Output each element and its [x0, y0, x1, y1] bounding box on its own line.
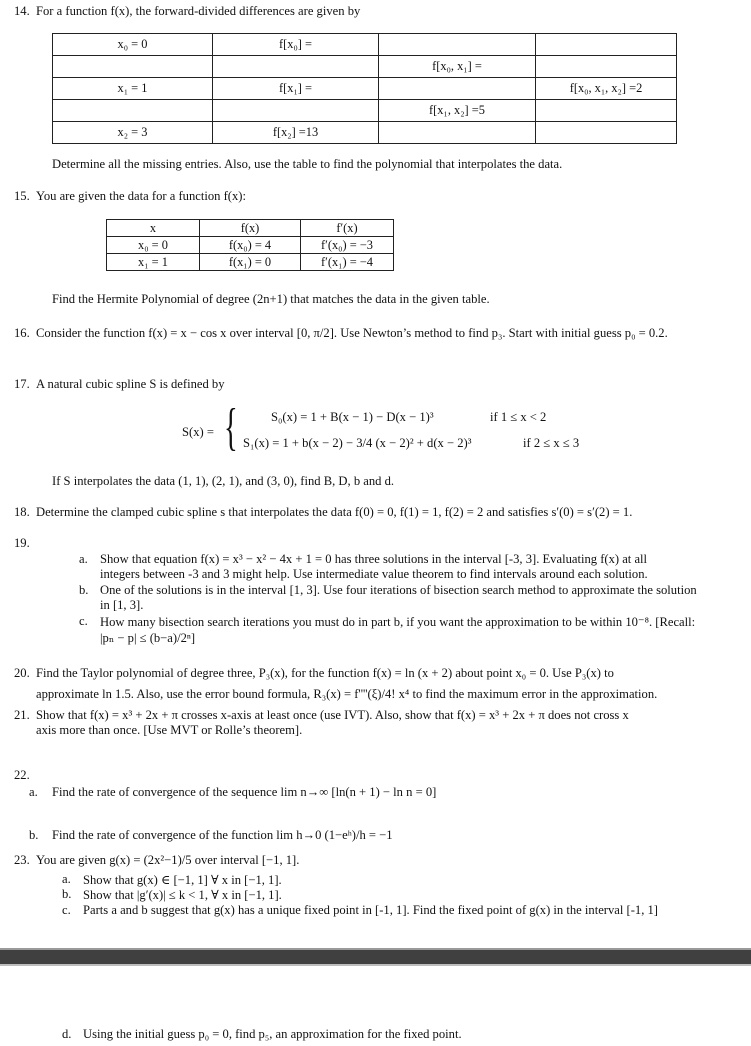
q19-c-line2: |pₙ − p| ≤ (b−a)/2ⁿ] — [100, 631, 196, 645]
q20-line2: approximate ln 1.5. Also, use the error bound formula, R₃(x) = f''''(ξ)/4! x⁴ to find the maximum error in the approximation. — [36, 687, 658, 701]
q14-instruction: Determine all the missing entries. Also, use the table to find the polynomial that interpolates the data. — [52, 157, 563, 171]
q22-number: 22. — [14, 768, 30, 782]
q19-c-label: c. — [79, 614, 88, 628]
q16-text: Consider the function f(x) = x − cos x over interval [0, π/2]. Use Newton’s method to find p₃. Start with initial guess p₀ = 0.2. — [36, 326, 668, 340]
q22-a-text: Find the rate of convergence of the sequence lim n→∞ [ln(n + 1) − ln n = 0] — [52, 785, 437, 799]
cell-f-x1: f[x₁] = — [213, 78, 379, 100]
q23-b-label: b. — [62, 887, 72, 901]
table-cell: x₁ = 1 — [107, 254, 200, 271]
q23-a-text: Show that g(x) ∈ [−1, 1] ∀ x in [−1, 1]. — [83, 873, 282, 887]
q16-number: 16. — [14, 326, 30, 340]
table-cell: x₀ = 0 — [107, 237, 200, 254]
q23-d-label: d. — [62, 1027, 72, 1041]
q21-line2: axis more than once. [Use MVT or Rolle’s theorem]. — [36, 723, 303, 737]
q21-number: 21. — [14, 708, 30, 722]
q23-text: You are given g(x) = (2x²−1)/5 over interval [−1, 1]. — [36, 853, 300, 867]
table-cell: f(x₁) = 0 — [200, 254, 301, 271]
q19-a-label: a. — [79, 552, 88, 566]
q23-d-text: Using the initial guess p₀ = 0, find p₅, an approximation for the fixed point. — [83, 1027, 462, 1041]
page-separator — [0, 948, 751, 966]
hermite-data-table — [106, 219, 394, 271]
table-cell: f′(x₁) = −4 — [301, 254, 394, 271]
q17-text: A natural cubic spline S is defined by — [36, 377, 225, 391]
q19-b-label: b. — [79, 583, 89, 597]
q20-line1: Find the Taylor polynomial of degree three, P₃(x), for the function f(x) = ln (x + 2) about point x₀ = 0. Use P₃(x) to — [36, 666, 614, 680]
q17-instruction: If S interpolates the data (1, 1), (2, 1), and (3, 0), find B, D, b and d. — [52, 474, 395, 488]
header-fpx: f′(x) — [301, 220, 394, 237]
spline-condition-2: if 2 ≤ x ≤ 3 — [523, 436, 580, 450]
header-fx: f(x) — [200, 220, 301, 237]
spline-piece-1: S₀(x) = 1 + B(x − 1) − D(x − 1)³ — [271, 410, 434, 424]
q19-a-line2: integers between -3 and 3 might help. Use intermediate value theorem to find intervals around each solution. — [100, 567, 648, 581]
cell-f-x0-x1: f[x₀, x₁] = — [379, 56, 536, 78]
table-cell: f′(x₀) = −3 — [301, 237, 394, 254]
q23-a-label: a. — [62, 872, 71, 886]
q23-c-label: c. — [62, 903, 71, 917]
q15-number: 15. — [14, 189, 30, 203]
spline-condition-1: if 1 ≤ x < 2 — [490, 410, 547, 424]
header-x: x — [107, 220, 200, 237]
q22-b-label: b. — [29, 828, 39, 842]
q23-b-text: Show that |g′(x)| ≤ k < 1, ∀ x in [−1, 1]. — [83, 888, 282, 902]
q22-b-text: Find the rate of convergence of the function lim h→0 (1−eʰ)/h = −1 — [52, 828, 393, 842]
spline-piece-2: S₁(x) = 1 + b(x − 2) − 3/4 (x − 2)² + d(x − 2)³ — [243, 436, 472, 450]
q21-line1: Show that f(x) = x³ + 2x + π crosses x-axis at least once (use IVT). Also, show that f(x) = x³ + 2x + π does not cross x — [36, 708, 629, 722]
cell-x1: x₁ = 1 — [53, 78, 213, 100]
q22-a-label: a. — [29, 785, 38, 799]
brace-icon: { — [224, 399, 238, 456]
q14-text: For a function f(x), the forward-divided differences are given by — [36, 4, 361, 18]
q19-a-line1: Show that equation f(x) = x³ − x² − 4x + 1 = 0 has three solutions in the interval [-3, 3]. Evaluating f(x) at all — [100, 552, 648, 566]
q23-number: 23. — [14, 853, 30, 867]
cell-f-x2: f[x₂] =13 — [213, 122, 379, 144]
q17-number: 17. — [14, 377, 30, 391]
table-cell: f(x₀) = 4 — [200, 237, 301, 254]
q19-number: 19. — [14, 536, 30, 550]
spline-label: S(x) = — [182, 425, 214, 439]
q19-c-line1: How many bisection search iterations you must do in part b, if you want the approximation to be within 10⁻⁸. [Recall: — [100, 615, 696, 629]
cell-f-x1-x2: f[x₁, x₂] =5 — [379, 100, 536, 122]
cell-x0: x₀ = 0 — [53, 34, 213, 56]
cell-f-x0: f[x₀] = — [213, 34, 379, 56]
q18-text: Determine the clamped cubic spline s that interpolates the data f(0) = 0, f(1) = 1, f(2) = 2 and satisfies s′(0) = s′(2) = 1. — [36, 505, 633, 519]
q20-number: 20. — [14, 666, 30, 680]
q19-b-line1: One of the solutions is in the interval [1, 3]. Use four iterations of bisection search method to approximate the solution — [100, 583, 697, 597]
cell-x2: x₂ = 3 — [53, 122, 213, 144]
cell-f-x0-x1-x2: f[x₀, x₁, x₂] =2 — [536, 78, 677, 100]
q18-number: 18. — [14, 505, 30, 519]
q23-c-text: Parts a and b suggest that g(x) has a unique fixed point in [-1, 1]. Find the fixed point of g(x) in the interval [-1, 1] — [83, 903, 658, 917]
q14-number: 14. — [14, 4, 30, 18]
q15-instruction: Find the Hermite Polynomial of degree (2n+1) that matches the data in the given table. — [52, 292, 490, 306]
q19-b-line2: in [1, 3]. — [100, 598, 144, 612]
q15-text: You are given the data for a function f(x): — [36, 189, 246, 203]
divided-difference-table — [52, 33, 677, 144]
